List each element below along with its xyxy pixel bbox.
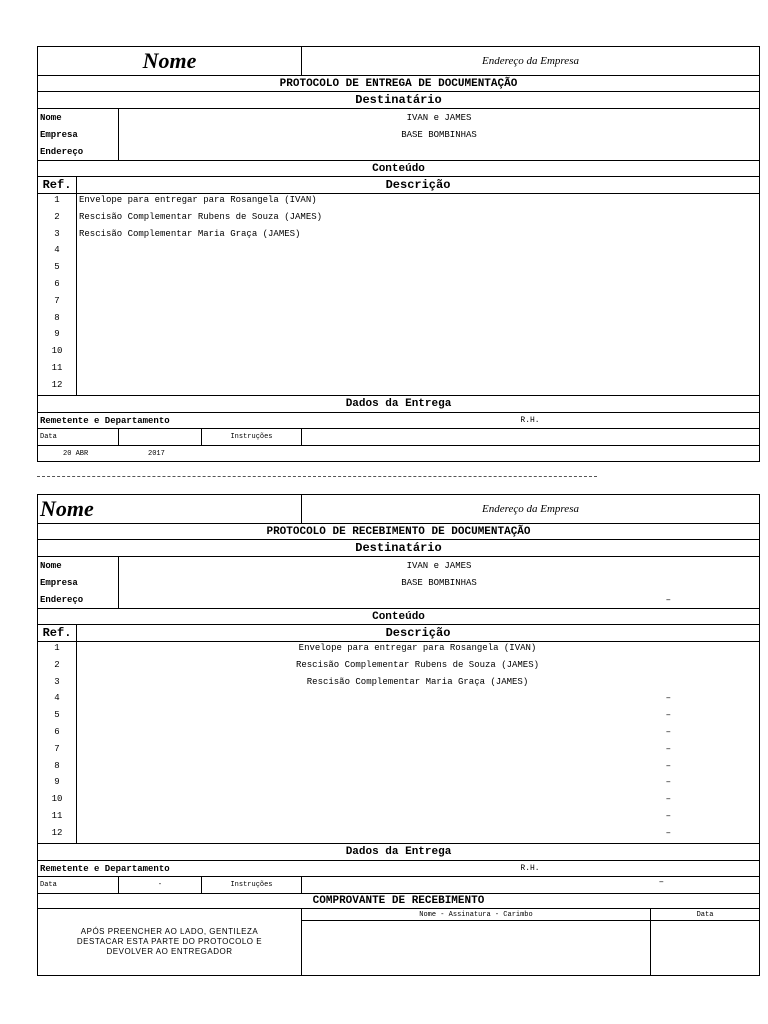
receipt-protocol-form: [37, 494, 760, 976]
nome-label: Nome: [40, 561, 62, 571]
items-header-row: [38, 625, 759, 642]
empresa-value: BASE BOMBINHAS: [401, 130, 477, 140]
nome-label: Nome: [40, 113, 62, 123]
destinatario-values: [118, 557, 759, 608]
company-name-title: Nome: [142, 48, 197, 73]
empresa-label: Empresa: [40, 578, 78, 588]
items-list: [38, 194, 759, 396]
company-address: Endereço da Empresa: [301, 47, 759, 75]
item-ref: 7: [54, 295, 60, 306]
remetente-label: Remetente e Departamento: [40, 863, 170, 874]
empresa-label: Empresa: [40, 130, 78, 140]
endereco-label: Endereço: [40, 147, 84, 157]
remetente-label: Remetente e Departamento: [40, 415, 170, 426]
form-header-row: [38, 47, 759, 76]
ref-header: Ref.: [42, 178, 72, 192]
destinatario-values: [118, 109, 759, 160]
item-ref: 1: [54, 195, 60, 205]
item-ref: 9: [54, 329, 60, 340]
comprovante-block: [38, 909, 759, 975]
remetente-value: R.H.: [520, 864, 540, 873]
item-ref: 2: [54, 211, 60, 222]
item-ref: 6: [54, 279, 60, 289]
items-list: [38, 642, 759, 844]
item-ref: 3: [54, 676, 60, 687]
item-ref: 12: [51, 379, 63, 390]
item-ref: 12: [51, 827, 63, 838]
data-row: [38, 877, 759, 894]
item-ref: 11: [51, 363, 63, 373]
instrucoes-value: [301, 877, 759, 893]
dados-entrega-header: Dados da Entrega: [38, 396, 759, 413]
item-description: Rescisão Complementar Maria Graça (JAMES): [306, 676, 529, 687]
date-row: [38, 446, 759, 461]
instrucoes-value: [301, 429, 759, 445]
form-title: PROTOCOLO DE ENTREGA DE DOCUMENTAÇÃO: [38, 76, 759, 92]
item-description: Envelope para entregar para Rosangela (IVAN): [79, 195, 317, 205]
item-description: Rescisão Complementar Maria Graça (JAMES): [79, 228, 301, 239]
cut-line: [37, 476, 597, 477]
item-dash: –: [665, 743, 671, 754]
data-label: Data: [40, 881, 57, 889]
data-col-header: Data: [651, 909, 759, 921]
descricao-header: Descrição: [76, 177, 759, 193]
item-dash: –: [665, 693, 671, 704]
destinatario-block: [38, 557, 759, 609]
receipt-date-area: [650, 909, 759, 975]
company-address: Endereço da Empresa: [301, 495, 759, 523]
nome-value: IVAN e JAMES: [406, 561, 472, 571]
item-dash: –: [665, 811, 671, 821]
item-ref: 4: [54, 693, 60, 704]
instrucoes-dash: –: [658, 877, 664, 887]
form-title: PROTOCOLO DE RECEBIMENTO DE DOCUMENTAÇÃO: [38, 524, 759, 540]
nome-value: IVAN e JAMES: [406, 113, 472, 123]
delivery-protocol-form: [37, 46, 760, 462]
date-year: 2017: [148, 450, 165, 458]
item-dash: –: [665, 777, 671, 788]
item-ref: 3: [54, 228, 60, 239]
instrucoes-label: Instruções: [201, 429, 301, 445]
item-dash: –: [665, 710, 671, 721]
date-day-month: 20 ABR: [63, 450, 89, 458]
item-ref: 11: [51, 811, 63, 821]
instructions-text: APÓS PREENCHER AO LADO, GENTILEZA DESTACAR ESTA PARTE DO PROTOCOLO E DEVOLVER AO ENTREGADOR: [76, 927, 263, 956]
assinatura-header: Nome - Assinatura - Carimbo: [302, 909, 650, 921]
form-header-row: [38, 495, 759, 524]
remetente-value: R.H.: [520, 416, 540, 425]
item-ref: 9: [54, 777, 60, 788]
item-ref: 2: [54, 659, 60, 670]
comprovante-header: COMPROVANTE DE RECEBIMENTO: [38, 894, 759, 909]
data-value-cell: -: [118, 877, 201, 893]
ref-header: Ref.: [42, 626, 72, 640]
item-ref: 6: [54, 727, 60, 737]
item-ref: 10: [51, 794, 63, 805]
conteudo-header: Conteúdo: [38, 161, 759, 177]
destinatario-header: Destinatário: [38, 92, 759, 109]
item-ref: 8: [54, 760, 60, 771]
item-ref: 5: [54, 262, 60, 273]
destinatario-block: [38, 109, 759, 161]
data-row: [38, 429, 759, 446]
item-ref: 5: [54, 710, 60, 721]
items-desc-column: [76, 194, 759, 395]
endereco-dash: –: [665, 595, 671, 605]
item-ref: 7: [54, 743, 60, 754]
data-value-cell: [118, 429, 201, 445]
instrucoes-label: Instruções: [201, 877, 301, 893]
endereco-label: Endereço: [40, 595, 84, 605]
item-dash: –: [665, 827, 671, 838]
item-ref: 1: [54, 643, 60, 653]
item-description: Rescisão Complementar Rubens de Souza (JAMES): [79, 211, 323, 222]
destinatario-labels: [38, 109, 118, 160]
conteudo-header: Conteúdo: [38, 609, 759, 625]
destinatario-labels: [38, 557, 118, 608]
empresa-value: BASE BOMBINHAS: [401, 578, 477, 588]
signature-area: [301, 909, 650, 975]
items-header-row: [38, 177, 759, 194]
item-description: Envelope para entregar para Rosangela (IVAN): [298, 643, 537, 653]
comprovante-instructions: [38, 909, 301, 975]
remetente-row: [38, 413, 759, 429]
item-ref: 10: [51, 346, 63, 357]
item-dash: –: [665, 727, 671, 737]
item-description: Rescisão Complementar Rubens de Souza (JAMES): [295, 659, 540, 670]
destinatario-header: Destinatário: [38, 540, 759, 557]
remetente-row: [38, 861, 759, 877]
item-dash: –: [665, 794, 671, 805]
descricao-header: Descrição: [76, 625, 759, 641]
item-ref: 8: [54, 312, 60, 323]
item-dash: –: [665, 760, 671, 771]
item-ref: 4: [54, 245, 60, 256]
dados-entrega-header: Dados da Entrega: [38, 844, 759, 861]
company-name-title: Nome: [40, 496, 94, 521]
items-desc-column: [76, 642, 759, 843]
data-label: Data: [40, 433, 57, 441]
